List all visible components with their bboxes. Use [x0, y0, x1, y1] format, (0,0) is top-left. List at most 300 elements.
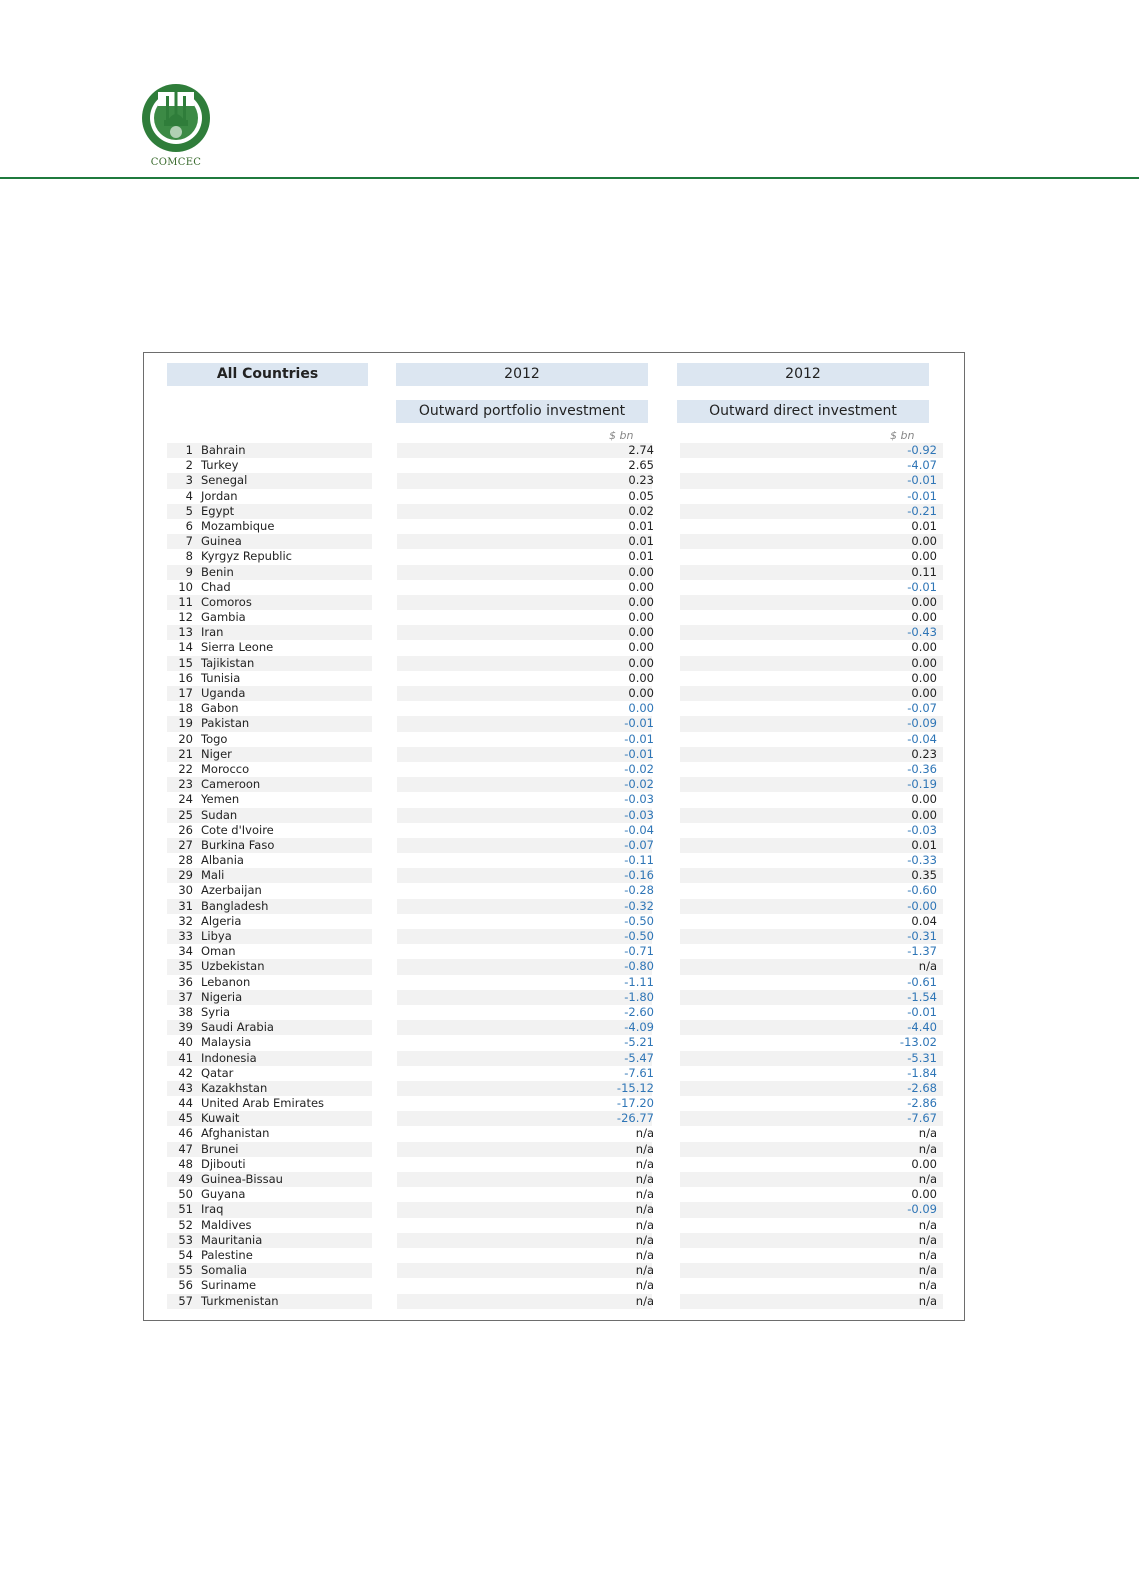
row-shading [167, 1111, 372, 1126]
row-shading [167, 1263, 372, 1278]
table-row [167, 792, 943, 807]
row-shading [680, 656, 943, 671]
row-shading [680, 1066, 943, 1081]
row-shading [167, 1035, 372, 1050]
direct-value: n/a [918, 1217, 937, 1232]
row-rank: 35 [178, 959, 193, 974]
unit-label-1: $ bn [609, 429, 634, 442]
table-title: All Countries [167, 363, 368, 386]
year-header-1: 2012 [396, 363, 648, 386]
direct-value: -7.67 [907, 1111, 937, 1126]
row-rank: 29 [178, 868, 193, 883]
table-row [167, 838, 943, 853]
row-shading [680, 473, 943, 488]
table-row [167, 1294, 943, 1309]
row-shading [680, 534, 943, 549]
portfolio-value: n/a [635, 1187, 654, 1202]
row-shading [167, 1126, 372, 1141]
row-shading [167, 458, 372, 473]
row-rank: 40 [178, 1035, 193, 1050]
row-shading [397, 686, 652, 701]
row-shading [167, 929, 372, 944]
row-shading [167, 868, 372, 883]
table-row [167, 1248, 943, 1263]
country-name: Senegal [201, 473, 248, 488]
row-shading [397, 1248, 652, 1263]
row-shading [680, 549, 943, 564]
portfolio-value: 0.00 [628, 610, 654, 625]
portfolio-value: -7.61 [624, 1065, 654, 1080]
row-shading [680, 565, 943, 580]
table-row [167, 1172, 943, 1187]
portfolio-value: 0.00 [628, 655, 654, 670]
portfolio-value: 2.74 [628, 443, 654, 457]
row-shading [167, 1218, 372, 1233]
row-rank: 23 [178, 777, 193, 792]
direct-value: -1.84 [907, 1065, 937, 1080]
row-shading [680, 883, 943, 898]
table-row [167, 1157, 943, 1172]
row-rank: 48 [178, 1156, 193, 1171]
country-name: Bangladesh [201, 898, 269, 913]
direct-value: -0.04 [907, 731, 937, 746]
portfolio-value: -4.09 [624, 1020, 654, 1035]
direct-value: -5.31 [907, 1050, 937, 1065]
row-shading [397, 1157, 652, 1172]
row-shading [397, 883, 652, 898]
country-name: Gambia [201, 610, 246, 625]
row-shading [397, 640, 652, 655]
direct-value: -0.36 [907, 761, 937, 776]
row-rank: 43 [178, 1080, 193, 1095]
table-row [167, 1218, 943, 1233]
row-rank: 46 [178, 1126, 193, 1141]
row-rank: 31 [178, 898, 193, 913]
portfolio-value: 0.00 [628, 670, 654, 685]
row-rank: 54 [178, 1247, 193, 1262]
portfolio-value: 2.65 [628, 458, 654, 473]
country-name: Syria [201, 1004, 231, 1019]
row-rank: 18 [178, 701, 193, 716]
country-name: Albania [201, 853, 244, 868]
country-name: Turkmenistan [201, 1293, 279, 1308]
row-shading [167, 732, 372, 747]
row-shading [680, 458, 943, 473]
row-shading [397, 1081, 652, 1096]
portfolio-value: -0.03 [624, 807, 654, 822]
direct-value: -13.02 [899, 1035, 937, 1050]
portfolio-value: 0.00 [628, 625, 654, 640]
row-rank: 5 [185, 503, 193, 518]
table-row [167, 1233, 943, 1248]
row-rank: 57 [178, 1293, 193, 1308]
row-shading [680, 1126, 943, 1141]
table-row [167, 671, 943, 686]
row-rank: 17 [178, 686, 193, 700]
row-rank: 3 [185, 473, 193, 488]
direct-value: 0.00 [911, 549, 937, 564]
row-shading [680, 1142, 943, 1157]
row-shading [680, 519, 943, 534]
country-name: Palestine [201, 1247, 253, 1262]
row-shading [167, 747, 372, 762]
direct-value: -1.37 [907, 944, 937, 959]
row-rank: 34 [178, 944, 193, 959]
country-name: Malaysia [201, 1035, 252, 1050]
direct-value: -0.33 [907, 853, 937, 868]
table-row [167, 762, 943, 777]
unit-label-2: $ bn [890, 429, 915, 442]
row-rank: 2 [185, 458, 193, 473]
row-shading [397, 899, 652, 914]
row-rank: 8 [185, 549, 193, 564]
row-shading [167, 1005, 372, 1020]
row-shading [680, 1263, 943, 1278]
table-row [167, 990, 943, 1005]
portfolio-value: n/a [635, 1293, 654, 1308]
row-rank: 37 [178, 989, 193, 1004]
portfolio-value: n/a [635, 1202, 654, 1217]
row-shading [167, 1278, 372, 1293]
row-rank: 47 [178, 1141, 193, 1156]
country-name: Kazakhstan [201, 1080, 268, 1095]
row-shading [167, 701, 372, 716]
table-row [167, 534, 943, 549]
country-name: Mauritania [201, 1232, 263, 1247]
country-name: Suriname [201, 1278, 257, 1293]
table-row [167, 1020, 943, 1035]
row-shading [680, 1096, 943, 1111]
row-rank: 25 [178, 807, 193, 822]
table-row [167, 610, 943, 625]
country-name: United Arab Emirates [201, 1096, 325, 1111]
country-name: Nigeria [201, 989, 243, 1004]
row-rank: 38 [178, 1004, 193, 1019]
row-shading [397, 1294, 652, 1309]
country-name: Maldives [201, 1217, 252, 1232]
row-shading [397, 868, 652, 883]
row-shading [397, 565, 652, 580]
table-row [167, 473, 943, 488]
row-shading [680, 975, 943, 990]
row-shading [680, 671, 943, 686]
row-shading [680, 792, 943, 807]
row-shading [680, 990, 943, 1005]
country-name: Guinea [201, 534, 242, 549]
row-shading [397, 792, 652, 807]
table-row [167, 701, 943, 716]
portfolio-value: -5.21 [624, 1035, 654, 1050]
portfolio-value: 0.00 [628, 701, 654, 716]
portfolio-value: n/a [635, 1172, 654, 1186]
portfolio-value: -2.60 [624, 1004, 654, 1019]
row-rank: 22 [178, 761, 193, 776]
row-shading [167, 656, 372, 671]
portfolio-value: 0.00 [628, 564, 654, 579]
country-name: Cote d'Ivoire [201, 822, 274, 837]
portfolio-value: -0.01 [624, 731, 654, 746]
country-name: Afghanistan [201, 1126, 270, 1141]
portfolio-value: -0.02 [624, 777, 654, 792]
data-table [143, 352, 965, 1321]
table-row [167, 777, 943, 792]
direct-value: 0.23 [911, 746, 937, 761]
direct-value: 0.04 [911, 913, 937, 928]
row-rank: 51 [178, 1202, 193, 1217]
direct-value: -0.01 [907, 1004, 937, 1019]
direct-value: n/a [918, 1172, 937, 1186]
portfolio-value: n/a [635, 1141, 654, 1156]
direct-value: -4.40 [907, 1020, 937, 1035]
row-shading [680, 944, 943, 959]
portfolio-value: 0.00 [628, 579, 654, 594]
portfolio-value: -0.03 [624, 792, 654, 807]
row-shading [680, 777, 943, 792]
country-name: Brunei [201, 1141, 239, 1156]
row-shading [167, 1081, 372, 1096]
row-rank: 44 [178, 1096, 193, 1111]
row-shading [397, 473, 652, 488]
direct-value: 0.11 [911, 564, 937, 579]
portfolio-value: n/a [635, 1263, 654, 1278]
table-row [167, 853, 943, 868]
row-shading [397, 701, 652, 716]
table-row [167, 747, 943, 762]
portfolio-value: -26.77 [616, 1111, 654, 1126]
row-shading [680, 625, 943, 640]
portfolio-value: -0.71 [624, 944, 654, 959]
country-name: Mali [201, 868, 225, 883]
portfolio-value: 0.01 [628, 534, 654, 549]
portfolio-value: -0.28 [624, 883, 654, 898]
row-rank: 30 [178, 883, 193, 898]
direct-value: -0.09 [907, 716, 937, 731]
table-row [167, 443, 943, 458]
country-name: Cameroon [201, 777, 261, 792]
row-shading [167, 1233, 372, 1248]
portfolio-value: -0.50 [624, 913, 654, 928]
country-name: Algeria [201, 913, 242, 928]
row-rank: 45 [178, 1111, 193, 1126]
table-row [167, 504, 943, 519]
row-shading [680, 838, 943, 853]
direct-value: 0.00 [911, 640, 937, 655]
row-shading [680, 443, 943, 458]
row-shading [167, 1187, 372, 1202]
country-name: Uganda [201, 686, 246, 700]
row-shading [167, 1157, 372, 1172]
row-shading [680, 868, 943, 883]
row-shading [167, 1066, 372, 1081]
row-shading [680, 610, 943, 625]
country-name: Pakistan [201, 716, 250, 731]
row-shading [397, 732, 652, 747]
row-shading [680, 914, 943, 929]
row-rank: 50 [178, 1187, 193, 1202]
row-shading [397, 656, 652, 671]
table-row [167, 914, 943, 929]
row-shading [167, 473, 372, 488]
row-shading [397, 610, 652, 625]
table-row [167, 458, 943, 473]
country-name: Gabon [201, 701, 239, 716]
table-row [167, 1066, 943, 1081]
row-shading [680, 1294, 943, 1309]
table-row [167, 883, 943, 898]
row-shading [167, 504, 372, 519]
table-row [167, 1263, 943, 1278]
country-name: Iran [201, 625, 224, 640]
row-shading [167, 671, 372, 686]
country-name: Yemen [201, 792, 240, 807]
row-shading [397, 777, 652, 792]
portfolio-value: -0.07 [624, 837, 654, 852]
year-header-2: 2012 [677, 363, 929, 386]
portfolio-value: 0.01 [628, 549, 654, 564]
portfolio-value: 0.00 [628, 594, 654, 609]
country-name: Jordan [201, 488, 238, 503]
row-shading [167, 853, 372, 868]
row-shading [167, 1051, 372, 1066]
table-row [167, 625, 943, 640]
row-rank: 15 [178, 655, 193, 670]
row-shading [397, 808, 652, 823]
portfolio-value: -0.16 [624, 868, 654, 883]
row-rank: 28 [178, 853, 193, 868]
direct-value: n/a [918, 1263, 937, 1278]
direct-value: -2.86 [907, 1096, 937, 1111]
row-shading [397, 944, 652, 959]
country-name: Djibouti [201, 1156, 246, 1171]
direct-value: 0.01 [911, 837, 937, 852]
direct-value: n/a [918, 959, 937, 974]
row-rank: 42 [178, 1065, 193, 1080]
row-rank: 16 [178, 670, 193, 685]
direct-value: 0.00 [911, 1187, 937, 1202]
direct-value: 0.00 [911, 670, 937, 685]
table-row [167, 1096, 943, 1111]
row-rank: 6 [185, 518, 193, 533]
country-name: Libya [201, 929, 232, 943]
row-shading [397, 747, 652, 762]
portfolio-value: 0.00 [628, 640, 654, 655]
direct-value: -0.01 [907, 579, 937, 594]
portfolio-value: -5.47 [624, 1050, 654, 1065]
row-rank: 7 [185, 534, 193, 549]
direct-value: -4.07 [907, 458, 937, 473]
table-row [167, 975, 943, 990]
row-shading [397, 716, 652, 731]
row-shading [680, 929, 943, 944]
row-shading [167, 686, 372, 701]
row-shading [680, 823, 943, 838]
country-name: Bahrain [201, 443, 246, 457]
row-rank: 11 [178, 594, 193, 609]
table-row [167, 732, 943, 747]
row-rank: 12 [178, 610, 193, 625]
row-rank: 9 [185, 564, 193, 579]
direct-value: 0.35 [911, 868, 937, 883]
row-rank: 27 [178, 837, 193, 852]
row-rank: 4 [185, 488, 193, 503]
row-shading [680, 1020, 943, 1035]
row-shading [680, 1233, 943, 1248]
country-name: Comoros [201, 594, 252, 609]
row-shading [167, 959, 372, 974]
row-shading [680, 1187, 943, 1202]
row-shading [167, 580, 372, 595]
table-row [167, 549, 943, 564]
row-rank: 49 [178, 1172, 193, 1186]
row-shading [397, 580, 652, 595]
row-shading [397, 625, 652, 640]
direct-value: -0.61 [907, 974, 937, 989]
table-body [167, 443, 943, 1309]
portfolio-value: 0.02 [628, 503, 654, 518]
table-row [167, 489, 943, 504]
portfolio-value: -0.11 [624, 853, 654, 868]
portfolio-value: 0.01 [628, 518, 654, 533]
direct-value: n/a [918, 1141, 937, 1156]
direct-value: -0.31 [907, 929, 937, 943]
portfolio-value: -17.20 [616, 1096, 654, 1111]
row-shading [167, 595, 372, 610]
direct-value: 0.01 [911, 518, 937, 533]
row-shading [680, 808, 943, 823]
row-shading [680, 1051, 943, 1066]
row-shading [167, 625, 372, 640]
row-shading [167, 899, 372, 914]
country-name: Egypt [201, 503, 235, 518]
row-shading [397, 1278, 652, 1293]
country-name: Turkey [201, 458, 239, 473]
direct-value: -0.03 [907, 822, 937, 837]
row-shading [167, 762, 372, 777]
table-row [167, 899, 943, 914]
row-shading [397, 823, 652, 838]
row-rank: 55 [178, 1263, 193, 1278]
row-shading [397, 504, 652, 519]
country-name: Chad [201, 579, 231, 594]
table-row [167, 1142, 943, 1157]
row-shading [397, 595, 652, 610]
row-shading [680, 640, 943, 655]
row-shading [397, 1005, 652, 1020]
country-name: Niger [201, 746, 232, 761]
row-shading [397, 1218, 652, 1233]
row-shading [167, 883, 372, 898]
direct-value: 0.00 [911, 686, 937, 700]
row-shading [680, 489, 943, 504]
table-row [167, 929, 943, 944]
country-name: Iraq [201, 1202, 224, 1217]
direct-value: -0.01 [907, 473, 937, 488]
row-shading [397, 1126, 652, 1141]
direct-value: -0.19 [907, 777, 937, 792]
row-shading [680, 853, 943, 868]
row-shading [397, 838, 652, 853]
country-name: Mozambique [201, 518, 275, 533]
country-name: Benin [201, 564, 234, 579]
row-shading [680, 1157, 943, 1172]
row-shading [397, 671, 652, 686]
table-row [167, 1051, 943, 1066]
row-shading [397, 458, 652, 473]
column-header-portfolio: Outward portfolio investment [396, 400, 648, 423]
row-rank: 26 [178, 822, 193, 837]
row-rank: 39 [178, 1020, 193, 1035]
country-name: Burkina Faso [201, 837, 275, 852]
